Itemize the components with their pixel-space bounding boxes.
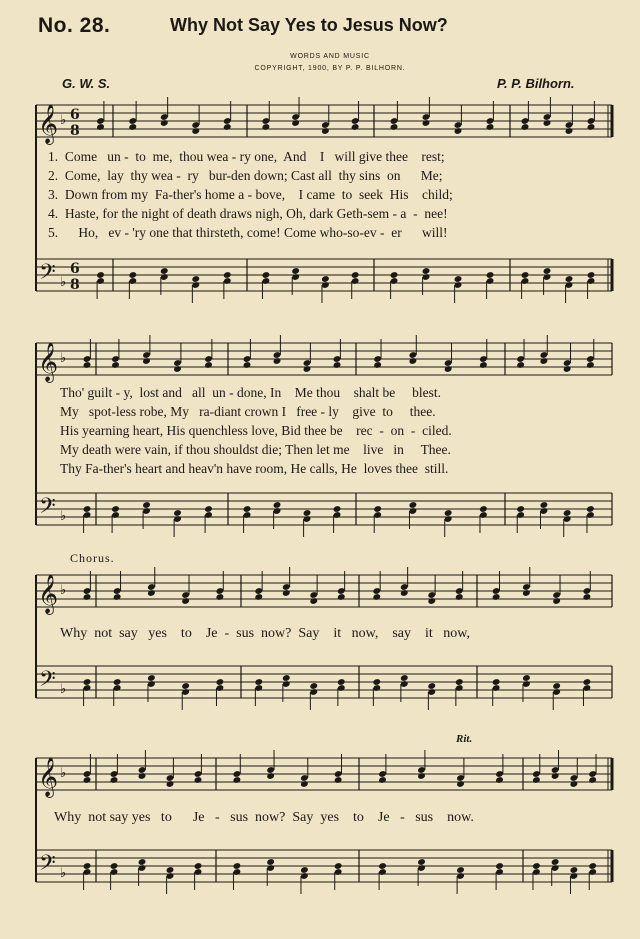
note-head-icon [291,119,300,127]
composer: P. P. Bilhorn. [497,76,575,91]
verse-line-3a: 3. Down from my Fa-ther's home a - bove, I came to seek His child; [48,187,453,202]
note-head-icon [516,361,525,369]
note-head-icon [521,123,530,131]
note-head-icon [110,776,119,784]
note-head-icon [486,123,495,131]
note-head-icon [166,866,175,874]
note-head-icon [372,678,381,686]
note-head-icon [173,365,182,373]
note-head-icon [551,858,560,866]
treble-clef-icon: 𝄞 [38,342,59,382]
note-head-icon [479,361,488,369]
note-head-icon [351,271,360,279]
note-head-icon [495,776,504,784]
note-head-icon [551,772,560,780]
note-head-icon [337,593,346,601]
note-head-icon [223,123,232,131]
note-head-icon [282,674,291,682]
note-head-icon [486,271,495,279]
note-head-icon [262,123,271,131]
note-head-icon [587,271,596,279]
note-head-icon [138,858,147,866]
note-head-icon [166,780,175,788]
flat-key-signature-icon: ♭ [60,351,67,366]
note-head-icon [128,123,137,131]
note-head-icon [479,505,488,513]
note-head-icon [83,505,92,513]
verse-line-1a: 1. Come un - to me, thou wea - ry one, And I will give thee rest; [48,149,445,164]
note-head-icon [254,593,263,601]
note-head-icon [583,678,592,686]
note-head-icon [303,365,312,373]
note-head-icon [303,509,312,517]
note-head-icon [552,682,561,690]
note-head-icon [216,593,225,601]
note-head-icon [334,776,343,784]
note-head-icon [444,509,453,517]
lyricist: G. W. S. [62,76,111,91]
verse-line-4a: 4. Haste, for the night of death draws nigh, Oh, dark Geth-sem - a - nee! [48,206,448,221]
note-head-icon [111,505,120,513]
note-head-icon [409,501,418,509]
note-head-icon [563,509,572,517]
treble-clef-icon: 𝄞 [38,757,59,797]
note-head-icon [373,505,382,513]
note-head-icon [409,357,418,365]
note-head-icon [400,674,409,682]
bass-clef-icon: 𝄢 [39,260,56,290]
note-head-icon [181,597,190,605]
note-head-icon [378,862,387,870]
note-head-icon [427,682,436,690]
note-head-icon [273,501,282,509]
time-signature-icon: 6 [70,107,80,123]
note-head-icon [273,357,282,365]
bass-clef-icon: 𝄢 [39,494,56,524]
note-head-icon [266,858,275,866]
note-head-icon [194,776,203,784]
chorus-line-1: Why not say yes to Je - sus now? Say it now, say it now, [60,626,470,641]
note-head-icon [309,682,318,690]
flat-key-signature-icon: ♭ [60,682,67,697]
note-head-icon [194,862,203,870]
note-head-icon [588,862,597,870]
note-head-icon [540,501,549,509]
note-head-icon [532,862,541,870]
note-head-icon [204,505,213,513]
verse-line-4b: My death were vain, if thou shouldst die; Then let me live in Thee. [60,442,451,457]
note-head-icon [147,589,156,597]
note-head-icon [586,361,595,369]
note-head-icon [492,593,501,601]
note-head-icon [233,862,242,870]
time-signature-icon: 6 [70,261,80,277]
copyright-line: COPYRIGHT, 1900, BY P. P. BILHORN. [254,65,406,72]
flat-key-signature-icon: ♭ [60,766,67,781]
note-head-icon [142,357,151,365]
note-head-icon [83,361,92,369]
note-head-icon [552,597,561,605]
note-head-icon [309,597,318,605]
time-signature-icon: 8 [70,123,80,139]
note-head-icon [113,593,122,601]
verse-line-1b: Tho' guilt - y, lost and all un - done, In Me thou shalt be blest. [60,385,442,400]
note-head-icon [110,862,119,870]
note-head-icon [300,866,309,874]
note-head-icon [351,123,360,131]
treble-clef-icon: 𝄞 [38,574,59,614]
note-head-icon [160,267,169,275]
note-head-icon [300,780,309,788]
note-head-icon [495,862,504,870]
note-head-icon [113,678,122,686]
credit-line-words-music: WORDS AND MUSIC [290,53,370,60]
note-head-icon [282,589,291,597]
note-head-icon [532,776,541,784]
note-head-icon [191,127,200,135]
note-head-icon [142,501,151,509]
flat-key-signature-icon: ♭ [60,583,67,598]
note-head-icon [373,361,382,369]
note-head-icon [390,123,399,131]
note-head-icon [444,365,453,373]
note-head-icon [111,361,120,369]
verse-line-2a: 2. Come, lay thy wea - ry bur-den down; Cast all thy sins on Me; [48,168,443,183]
note-head-icon [243,505,252,513]
note-head-icon [570,866,579,874]
note-head-icon [160,119,169,127]
verse-line-5a: 5. Ho, ev - 'ry one that thirsteth, come! Come who-so-ev - er will! [48,225,448,240]
note-head-icon [128,271,137,279]
note-head-icon [587,123,596,131]
note-head-icon [372,593,381,601]
note-head-icon [422,267,431,275]
note-head-icon [233,776,242,784]
note-head-icon [291,267,300,275]
note-head-icon [173,509,182,517]
note-head-icon [181,682,190,690]
note-head-icon [204,361,213,369]
note-head-icon [216,678,225,686]
time-signature-icon: 8 [70,277,80,293]
note-head-icon [583,593,592,601]
note-head-icon [521,271,530,279]
note-head-icon [83,678,92,686]
note-head-icon [422,119,431,127]
note-head-icon [266,772,275,780]
note-head-icon [455,593,464,601]
hymn-number: No. 28. [38,14,111,37]
chorus-line-2: Why not say yes to Je - sus now? Say yes to Je - sus now. [54,810,474,825]
flat-key-signature-icon: ♭ [60,275,67,290]
note-head-icon [456,866,465,874]
note-head-icon [223,271,232,279]
flat-key-signature-icon: ♭ [60,509,67,524]
note-head-icon [454,127,463,135]
note-head-icon [138,772,147,780]
bass-clef-icon: 𝄢 [39,851,56,881]
bass-clef-icon: 𝄢 [39,667,56,697]
flat-key-signature-icon: ♭ [60,113,67,128]
note-head-icon [337,678,346,686]
note-head-icon [96,123,105,131]
note-head-icon [333,361,342,369]
note-head-icon [321,127,330,135]
note-head-icon [390,271,399,279]
note-head-icon [191,275,200,283]
note-head-icon [570,780,579,788]
note-head-icon [321,275,330,283]
note-head-icon [333,505,342,513]
note-head-icon [83,593,92,601]
tempo-mark-rit: Rit. [456,733,473,745]
note-head-icon [147,674,156,682]
chorus-label: Chorus. [70,551,115,565]
note-head-icon [522,589,531,597]
verse-line-5b: Thy Fa-ther's heart and heav'n have room, He calls, He loves thee still. [60,461,449,476]
note-head-icon [516,505,525,513]
note-head-icon [543,267,552,275]
note-head-icon [455,678,464,686]
note-head-icon [543,119,552,127]
note-head-icon [334,862,343,870]
note-head-icon [522,674,531,682]
note-head-icon [400,589,409,597]
hymn-title: Why Not Say Yes to Jesus Now? [170,15,448,35]
note-head-icon [417,858,426,866]
note-head-icon [262,271,271,279]
note-head-icon [427,597,436,605]
note-head-icon [456,780,465,788]
verse-line-3b: His yearning heart, His quenchless love, Bid thee be rec - on - ciled. [60,423,452,438]
flat-key-signature-icon: ♭ [60,866,67,881]
note-head-icon [540,357,549,365]
note-head-icon [492,678,501,686]
note-head-icon [83,862,92,870]
note-head-icon [243,361,252,369]
note-head-icon [565,275,574,283]
note-head-icon [83,776,92,784]
note-head-icon [563,365,572,373]
note-head-icon [454,275,463,283]
note-head-icon [565,127,574,135]
verse-line-2b: My spot-less robe, My ra-diant crown I free - ly give to thee. [60,404,436,419]
note-head-icon [588,776,597,784]
treble-clef-icon: 𝄞 [38,104,59,144]
note-head-icon [378,776,387,784]
note-head-icon [254,678,263,686]
note-head-icon [96,271,105,279]
note-head-icon [586,505,595,513]
note-head-icon [417,772,426,780]
